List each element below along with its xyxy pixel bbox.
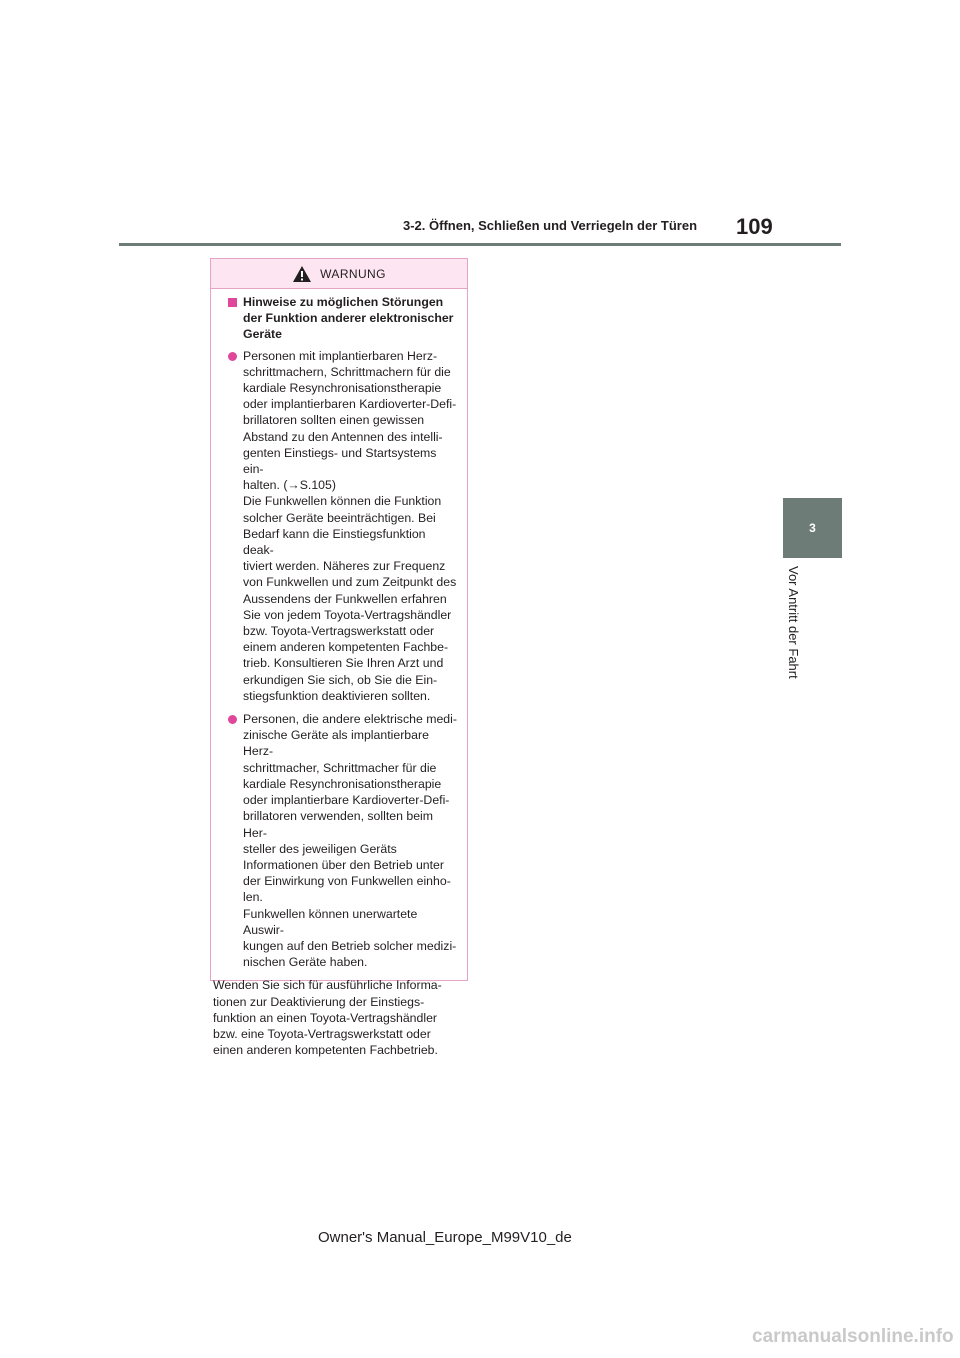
warning-box (210, 258, 468, 1058)
warning-list-item (228, 711, 459, 970)
chapter-label: Vor Antritt der Fahrt (786, 566, 801, 679)
manual-id: Owner's Manual_Europe_M99V10_de (318, 1229, 572, 1246)
warning-body (211, 289, 467, 1058)
bullet-icon (228, 352, 237, 361)
warning-title: WARNUNG (320, 266, 386, 281)
page-number: 109 (736, 214, 773, 239)
header-divider (119, 243, 841, 246)
warning-item-text: Personen, die andere elektrische medi- zinische Geräte als implantierbare Herz- schrittmacher, Schrittmacher für die kardiale Resynchronisationstherapie oder implantierbare Kardioverter-Defi- brillatoren verwenden, sollten beim Her- steller des jeweiligen Geräts Informationen über den Betrieb unter der Einwirkung von Funkwellen einho- len. Funkwellen können unerwartete Auswir- kungen auf den Betrieb solcher medizi- nischen Geräte haben. (243, 712, 457, 970)
warning-list-item (228, 348, 459, 704)
warning-section (228, 294, 459, 343)
warning-closing-text: Wenden Sie sich für ausführliche Informa- tionen zur Deaktivierung der Einstiegs- funktion an einen Toyota-Vertragshändler bzw. eine Toyota-Vertragswerkstatt oder einen anderen kompetenten Fachbetrieb. (213, 978, 442, 1058)
watermark: carmanualsonline.info (752, 1326, 954, 1347)
warning-item-text: Personen mit implantierbaren Herz- schrittmachern, Schrittmachern für die kardiale Resynchronisationstherapie oder implantierbaren Kardioverter-Defi- brillatoren sollten einen gewissen Abstand zu den Antennen des intelli- genten Einstiegs- und Startsystems ein- halten. (→S.105) Die Funkwellen können die Funktion solcher Geräte beeinträchtigen. Bei Bedarf kann die Einstiegsfunktion deak- tiviert werden. Näheres zur Frequenz von Funkwellen und zum Zeitpunkt des Aussendens der Funkwellen erfahren Sie von jedem Toyota-Vertragshändler bzw. Toyota-Vertragswerkstatt oder einem anderen kompetenten Fachbe- trieb. Konsultieren Sie Ihren Arzt und erkundigen Sie sich, ob Sie die Ein- stiegsfunktion deaktivieren sollten. (243, 348, 457, 703)
square-bullet-icon (228, 298, 237, 307)
chapter-tab[interactable] (783, 498, 842, 558)
chapter-number: 3 (809, 521, 816, 535)
warning-section-heading: Hinweise zu möglichen Störungen der Funktion anderer elektronischer Geräte (243, 295, 454, 342)
warning-triangle-icon (292, 265, 312, 283)
section-title: 3-2. Öffnen, Schließen und Verriegeln der Türen (403, 218, 698, 233)
warning-header (211, 259, 467, 289)
bullet-icon (228, 715, 237, 724)
